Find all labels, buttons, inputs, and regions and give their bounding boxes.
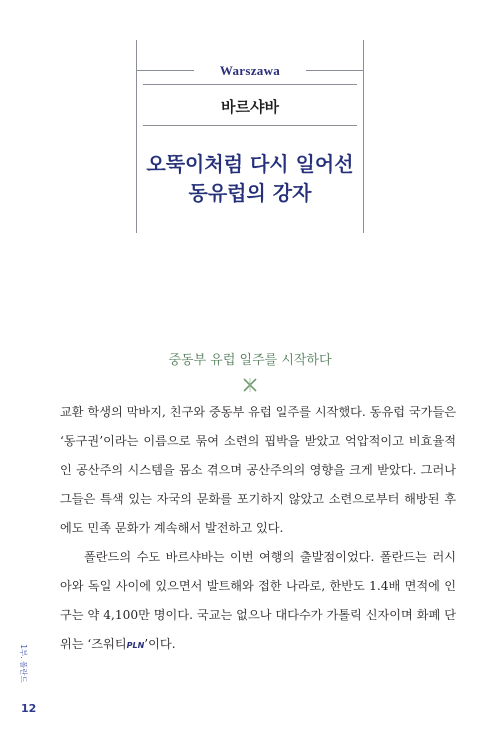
side-chapter-tab: [17, 640, 29, 686]
city-name-english: Warszawa: [219, 63, 281, 78]
cross-ornament-icon: [241, 376, 259, 394]
paragraph-2-end: ’이다.: [144, 637, 176, 651]
paragraph-1: 교환 학생의 막바지, 친구와 중동부 유럽 일주를 시작했다. 동유럽 국가들은 ‘동구권’이라는 이름으로 묶여 소련의 핍박을 받았고 억압적이고 비효율적인 공산주의 시스템을 몸소 겪으며 공산주의의 영향을 크게 받았다. 그러나 그들은 특색 있는 자국의 문화를 포기하지 않았고 소련으로부터 해방된 후에도 민족 문화가 계속해서 발전하고 있다.: [60, 405, 456, 535]
frame-rule-upper: [143, 84, 357, 85]
paragraph-2: [60, 543, 456, 660]
chapter-title-line-2: 동유럽의 강자: [188, 181, 312, 205]
frame-rule-lower: [143, 125, 357, 126]
city-name-korean: 바르샤바: [221, 98, 279, 116]
page-number: 12: [21, 702, 37, 715]
currency-code: PLN: [126, 641, 145, 650]
section-heading: 중동부 유럽 일주를 시작하다: [168, 353, 332, 368]
chapter-title-line-1: 오뚝이처럼 다시 일어선: [146, 152, 354, 176]
paragraph-2-main: 폴란드의 수도 바르샤바는 이번 여행의 출발점이었다. 폴란드는 러시아와 독일 사이에 있으면서 발트해와 접한 나라로, 한반도 1.4배 면적에 인구는 약 4,100만 명이다. 국교는 없으나 대다수가 가톨릭 신자이며 화폐 단위는 ‘즈워티: [60, 550, 456, 651]
body-text: [60, 398, 456, 660]
side-chapter-label: 1부. 폴란드: [18, 643, 28, 683]
